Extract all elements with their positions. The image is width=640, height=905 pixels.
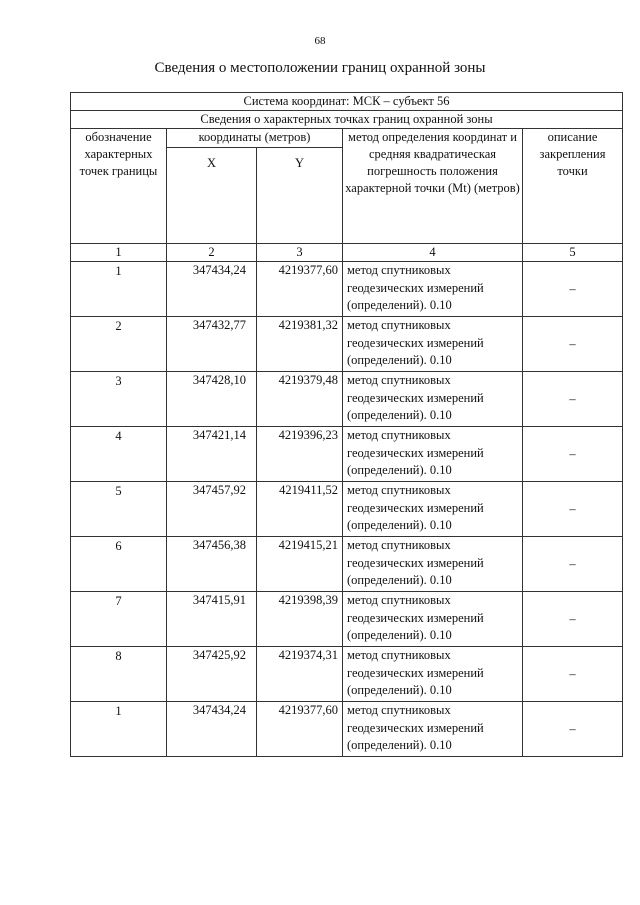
- header-x: X: [167, 148, 257, 244]
- header-row: [71, 129, 623, 148]
- point-cell: 8: [71, 647, 167, 702]
- point-cell: 6: [71, 537, 167, 592]
- y-cell: 4219377,60: [257, 702, 343, 757]
- column-number: 1: [71, 244, 167, 262]
- table-row: [71, 647, 623, 702]
- column-numbers-row: [71, 244, 623, 262]
- y-cell: 4219396,23: [257, 427, 343, 482]
- x-cell: 347432,77: [167, 317, 257, 372]
- column-number: 5: [523, 244, 623, 262]
- x-cell: 347415,91: [167, 592, 257, 647]
- description-cell: –: [523, 537, 623, 592]
- page-title: Сведения о местоположении границ охранной зоны: [154, 60, 486, 76]
- column-number: 2: [167, 244, 257, 262]
- column-number: 3: [257, 244, 343, 262]
- point-cell: 5: [71, 482, 167, 537]
- description-cell: –: [523, 317, 623, 372]
- method-cell: метод спутниковых геодезических измерений (определений). 0.10: [343, 372, 523, 427]
- table-row: [71, 262, 623, 317]
- y-cell: 4219377,60: [257, 262, 343, 317]
- point-cell: 7: [71, 592, 167, 647]
- page-number: 68: [314, 35, 326, 47]
- column-number: 4: [343, 244, 523, 262]
- method-cell: метод спутниковых геодезических измерений (определений). 0.10: [343, 592, 523, 647]
- boundary-points-table: [70, 92, 623, 757]
- method-cell: метод спутниковых геодезических измерений (определений). 0.10: [343, 537, 523, 592]
- x-cell: 347421,14: [167, 427, 257, 482]
- x-cell: 347428,10: [167, 372, 257, 427]
- method-cell: метод спутниковых геодезических измерений (определений). 0.10: [343, 262, 523, 317]
- header-y: Y: [257, 148, 343, 244]
- y-cell: 4219415,21: [257, 537, 343, 592]
- description-cell: –: [523, 647, 623, 702]
- coordinate-system-label: Система координат: МСК – субъект 56: [71, 93, 623, 111]
- method-cell: метод спутниковых геодезических измерений (определений). 0.10: [343, 482, 523, 537]
- y-cell: 4219411,52: [257, 482, 343, 537]
- header-description: описание закрепления точки: [523, 129, 623, 244]
- table-row: [71, 702, 623, 757]
- table-row: [71, 317, 623, 372]
- info-label: Сведения о характерных точках границ охранной зоны: [71, 111, 623, 129]
- method-cell: метод спутниковых геодезических измерений (определений). 0.10: [343, 317, 523, 372]
- x-cell: 347456,38: [167, 537, 257, 592]
- table-row: [71, 537, 623, 592]
- y-cell: 4219379,48: [257, 372, 343, 427]
- header-method: метод определения координат и средняя квадратическая погрешность положения характерной точки (Mt) (метров): [343, 129, 523, 244]
- table-row: [71, 592, 623, 647]
- method-cell: метод спутниковых геодезических измерений (определений). 0.10: [343, 647, 523, 702]
- header-coords: координаты (метров): [167, 129, 343, 148]
- header-point: обозначение характерных точек границы: [71, 129, 167, 244]
- y-cell: 4219381,32: [257, 317, 343, 372]
- description-cell: –: [523, 702, 623, 757]
- x-cell: 347457,92: [167, 482, 257, 537]
- y-cell: 4219398,39: [257, 592, 343, 647]
- x-cell: 347434,24: [167, 262, 257, 317]
- point-cell: 2: [71, 317, 167, 372]
- point-cell: 4: [71, 427, 167, 482]
- y-cell: 4219374,31: [257, 647, 343, 702]
- x-cell: 347425,92: [167, 647, 257, 702]
- table-row: [71, 427, 623, 482]
- description-cell: –: [523, 482, 623, 537]
- info-row: [71, 111, 623, 129]
- description-cell: –: [523, 372, 623, 427]
- table-row: [71, 482, 623, 537]
- point-cell: 1: [71, 702, 167, 757]
- description-cell: –: [523, 262, 623, 317]
- method-cell: метод спутниковых геодезических измерений (определений). 0.10: [343, 427, 523, 482]
- table-row: [71, 372, 623, 427]
- point-cell: 3: [71, 372, 167, 427]
- description-cell: –: [523, 592, 623, 647]
- method-cell: метод спутниковых геодезических измерений (определений). 0.10: [343, 702, 523, 757]
- x-cell: 347434,24: [167, 702, 257, 757]
- coordinate-system-row: [71, 93, 623, 111]
- description-cell: –: [523, 427, 623, 482]
- point-cell: 1: [71, 262, 167, 317]
